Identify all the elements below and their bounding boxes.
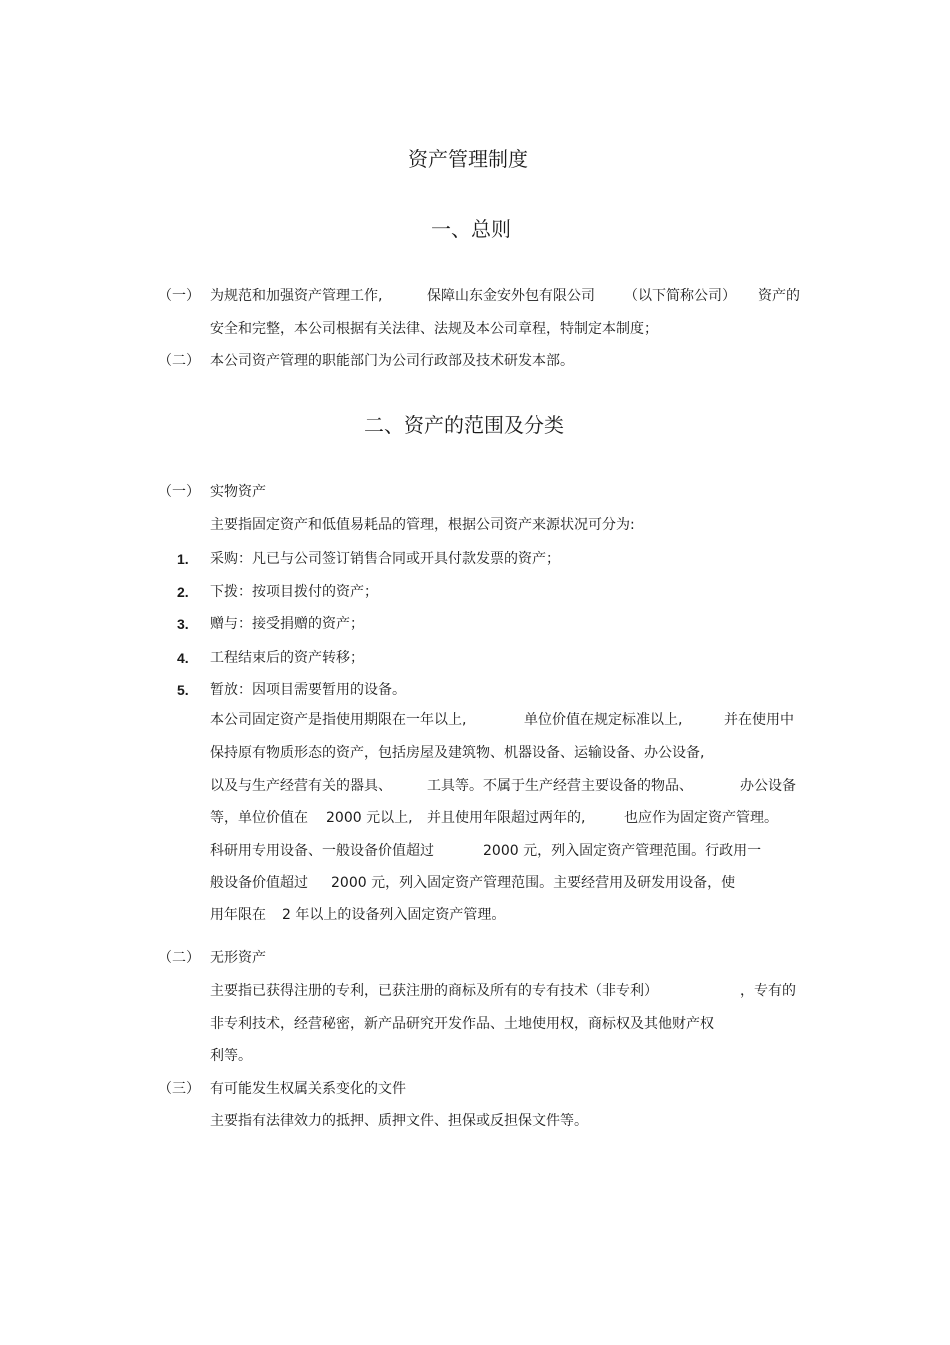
- paragraph-text: 单位价值在规定标准以上,: [524, 712, 683, 728]
- paragraph-text: （以下简称公司）: [624, 288, 736, 304]
- list-number: 1.: [177, 551, 189, 567]
- list-number: 2.: [177, 584, 189, 600]
- paragraph-text: 非专利技术，经营秘密，新产品研究开发作品、土地使用权，商标权及其他财产权: [210, 1016, 714, 1032]
- list-item: 下拨：按项目拨付的资产；: [210, 584, 378, 600]
- paragraph-text: 2000 元，列入固定资产管理范围。行政用一: [483, 843, 762, 859]
- list-item: 赠与：接受捐赠的资产；: [210, 616, 364, 632]
- paragraph-text: 资产的: [758, 288, 800, 304]
- list-number: 5.: [177, 682, 189, 698]
- paragraph-text: 安全和完整，本公司根据有关法律、法规及本公司章程，特制定本制度；: [210, 321, 658, 337]
- paragraph-text: 主要指固定资产和低值易耗品的管理，根据公司资产来源状况可分为:: [210, 517, 635, 533]
- paragraph-text: 主要指有法律效力的抵押、质押文件、担保或反担保文件等。: [210, 1113, 588, 1129]
- paragraph-text: 般设备价值超过: [210, 875, 308, 891]
- document-title: 资产管理制度: [408, 147, 528, 171]
- subsection-title: 无形资产: [210, 950, 266, 966]
- list-item: 暂放：因项目需要暂用的设备。: [210, 682, 406, 698]
- paragraph-text: 2000 元以上,: [326, 810, 413, 826]
- paragraph-text: 用年限在: [210, 907, 266, 923]
- list-number: 4.: [177, 650, 189, 666]
- paragraph-text: 等，单位价值在: [210, 810, 308, 826]
- item-marker: （二）: [158, 353, 200, 369]
- paragraph-text: 并在使用中: [724, 712, 794, 728]
- paragraph-text: ，专有的: [740, 983, 796, 999]
- section-heading-general: 一、总则: [431, 217, 511, 241]
- paragraph-text: 2 年以上的设备列入固定资产管理。: [282, 907, 506, 923]
- paragraph-text: 以及与生产经营有关的器具、: [210, 778, 392, 794]
- item-marker: （一）: [158, 288, 200, 304]
- paragraph-text: 工具等。不属于生产经营主要设备的物品、: [427, 778, 693, 794]
- list-item: 采购：凡已与公司签订销售合同或开具付款发票的资产；: [210, 551, 560, 567]
- paragraph-text: 并且使用年限超过两年的,: [427, 810, 586, 826]
- paragraph-text: 科研用专用设备、一般设备价值超过: [210, 843, 434, 859]
- item-marker: （一）: [158, 484, 200, 500]
- subsection-title: 有可能发生权属关系变化的文件: [210, 1081, 406, 1097]
- paragraph-text: 利等。: [210, 1048, 252, 1064]
- item-marker: （二）: [158, 950, 200, 966]
- item-marker: （三）: [158, 1081, 200, 1097]
- section-heading-scope: 二、资产的范围及分类: [364, 413, 564, 437]
- paragraph-text: 2000 元，列入固定资产管理范围。主要经营用及研发用设备，使: [331, 875, 736, 891]
- paragraph-text: 本公司资产管理的职能部门为公司行政部及技术研发本部。: [210, 353, 574, 369]
- paragraph-text: 本公司固定资产是指使用期限在一年以上,: [210, 712, 467, 728]
- paragraph-text: 保持原有物质形态的资产，包括房屋及建筑物、机器设备、运输设备、办公设备,: [210, 745, 705, 761]
- paragraph-text: 为规范和加强资产管理工作,: [210, 288, 383, 304]
- list-item: 工程结束后的资产转移；: [210, 650, 364, 666]
- paragraph-text: 主要指已获得注册的专利，已获注册的商标及所有的专有技术（非专利）: [210, 983, 658, 999]
- paragraph-text: 办公设备: [740, 778, 796, 794]
- list-number: 3.: [177, 616, 189, 632]
- paragraph-text: 也应作为固定资产管理。: [624, 810, 778, 826]
- subsection-title: 实物资产: [210, 484, 266, 500]
- paragraph-text: 保障山东金安外包有限公司: [427, 288, 595, 304]
